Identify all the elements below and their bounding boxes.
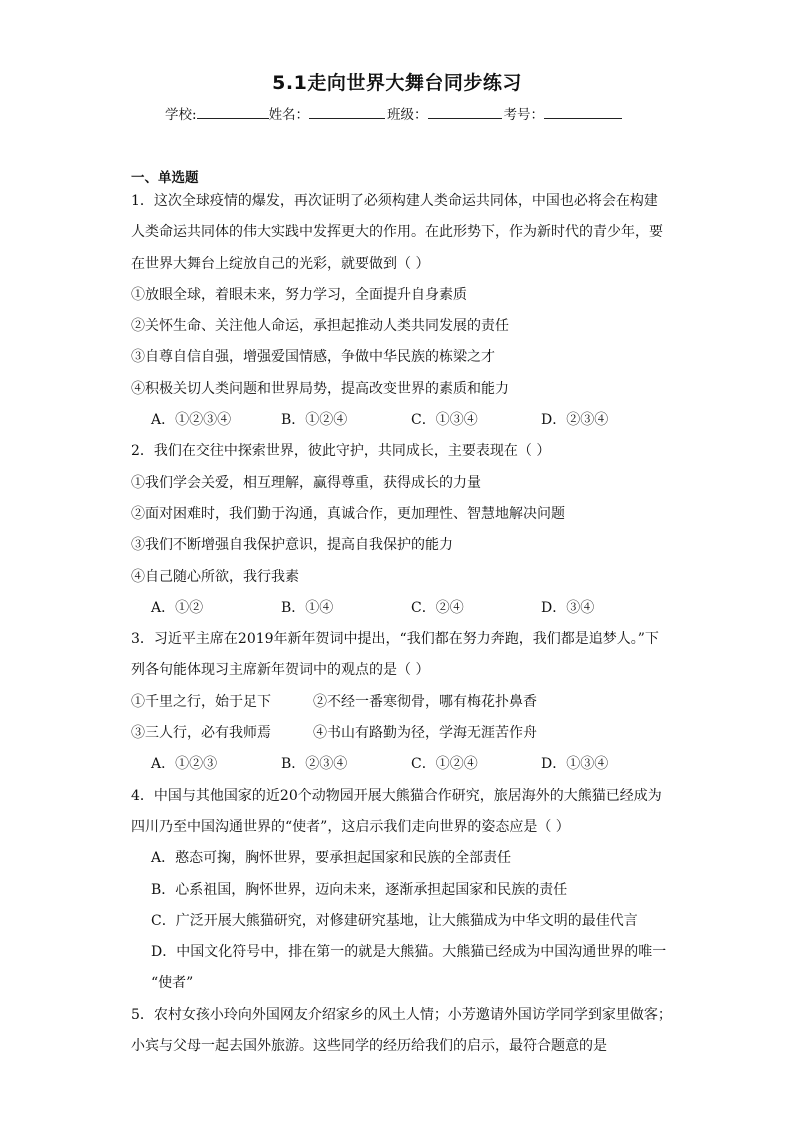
q1-option-c[interactable]: C．①③④ bbox=[411, 412, 478, 429]
q3-option-c[interactable]: C．①②④ bbox=[411, 756, 478, 773]
q2-options bbox=[131, 593, 671, 624]
q2-item-1: ①我们学会关爱，相互理解，赢得尊重，获得成长的力量 bbox=[131, 474, 481, 491]
q2-option-a[interactable]: A．①② bbox=[151, 599, 204, 616]
q1-item-2: ②关怀生命、关注他人命运，承担起推动人类共同发展的责任 bbox=[131, 318, 509, 335]
q3-item-row-1 bbox=[131, 687, 671, 718]
q1-line-1: 1．这次全球疫情的爆发，再次证明了必须构建人类命运共同体，中国也必将会在构建 bbox=[131, 193, 658, 209]
q3-item-2: ②不经一番寒彻骨，哪有梅花扑鼻香 bbox=[313, 693, 537, 710]
q3-line-2: 列各句能体现习主席新年贺词中的观点的是（ ） bbox=[131, 662, 430, 679]
class-blank[interactable] bbox=[428, 106, 502, 119]
q4-option-d[interactable]: D．中国文化符号中，排在第一的就是大熊猫。大熊猫已经成为中国沟通世界的唯一 bbox=[151, 944, 667, 961]
q2-option-b[interactable]: B．①④ bbox=[281, 599, 334, 616]
q2-option-c[interactable]: C．②④ bbox=[411, 599, 464, 616]
school-blank[interactable] bbox=[197, 106, 269, 119]
q4-option-d-cont: “使者” bbox=[151, 975, 194, 992]
q3-item-4: ④书山有路勤为径，学海无涯苦作舟 bbox=[313, 725, 537, 742]
q4-option-b[interactable]: B．心系祖国，胸怀世界，迈向未来，逐渐承担起国家和民族的责任 bbox=[151, 881, 568, 898]
exam-blank[interactable] bbox=[544, 106, 622, 119]
name-blank[interactable] bbox=[309, 106, 385, 119]
q3-item-3: ③三人行，必有我师焉 bbox=[131, 725, 271, 742]
section-heading: 一、单选题 bbox=[131, 170, 199, 186]
q3-line-1: 3．习近平主席在2019年新年贺词中提出，“我们都在努力奔跑，我们都是追梦人。”下 bbox=[131, 631, 659, 648]
q1-option-a[interactable]: A．①②③④ bbox=[151, 412, 232, 429]
exam-label: 考号： bbox=[503, 107, 545, 123]
q3-options bbox=[131, 749, 671, 780]
q1-line-3: 在世界大舞台上绽放自己的光彩，就要做到（ ） bbox=[131, 255, 430, 272]
q2-item-2: ②面对困难时，我们勤于沟通，真诚合作，更加理性、智慧地解决问题 bbox=[131, 505, 565, 522]
q3-option-b[interactable]: B．②③④ bbox=[281, 756, 348, 773]
school-label: 学校: bbox=[165, 107, 197, 123]
q3-item-row-2 bbox=[131, 718, 671, 749]
q2-item-4: ④自己随心所欲，我行我素 bbox=[131, 568, 299, 585]
q1-option-b[interactable]: B．①②④ bbox=[281, 412, 348, 429]
name-label: 姓名： bbox=[268, 107, 310, 123]
q1-options bbox=[131, 405, 671, 436]
q5-line-2: 小宾与父母一起去国外旅游。这些同学的经历给我们的启示，最符合题意的是 bbox=[131, 1038, 607, 1055]
class-label: 班级： bbox=[387, 107, 428, 123]
q1-item-4: ④积极关切人类问题和世界局势，提高改变世界的素质和能力 bbox=[131, 380, 509, 397]
q1-line-2: 人类命运共同体的伟大实践中发挥更大的作用。在此形势下，作为新时代的青少年，要 bbox=[131, 224, 663, 241]
q2-option-d[interactable]: D．③④ bbox=[541, 599, 595, 616]
q2-stem: 2．我们在交往中探索世界，彼此守护，共同成长，主要表现在（ ） bbox=[131, 443, 551, 460]
questions bbox=[131, 186, 671, 1062]
q3-item-1: ①千里之行，始于足下 bbox=[131, 693, 271, 710]
q3-option-d[interactable]: D．①③④ bbox=[541, 756, 609, 773]
q1-item-3: ③自尊自信自强，增强爱国情感，争做中华民族的栋梁之才 bbox=[131, 349, 495, 366]
q4-line-2: 四川乃至中国沟通世界的“使者”，这启示我们走向世界的姿态应是（ ） bbox=[131, 818, 570, 835]
q1-option-d[interactable]: D．②③④ bbox=[541, 412, 609, 429]
q3-option-a[interactable]: A．①②③ bbox=[151, 756, 218, 773]
q4-option-a[interactable]: A．憨态可掬，胸怀世界，要承担起国家和民族的全部责任 bbox=[151, 850, 512, 867]
q1-item-1: ①放眼全球，着眼未来，努力学习，全面提升自身素质 bbox=[131, 286, 467, 303]
q4-option-c[interactable]: C．广泛开展大熊猫研究，对修建研究基地，让大熊猫成为中华文明的最佳代言 bbox=[151, 912, 638, 929]
student-info-row bbox=[165, 103, 622, 123]
page-title: 5.1走向世界大舞台同步练习 bbox=[272, 72, 522, 94]
q5-line-1: 5．农村女孩小玲向外国网友介绍家乡的风土人情；小芳邀请外国访学同学到家里做客； bbox=[131, 1006, 672, 1023]
q4-line-1: 4．中国与其他国家的近20个动物园开展大熊猫合作研究，旅居海外的大熊猫已经成为 bbox=[131, 787, 662, 804]
q2-item-3: ③我们不断增强自我保护意识，提高自我保护的能力 bbox=[131, 537, 453, 554]
